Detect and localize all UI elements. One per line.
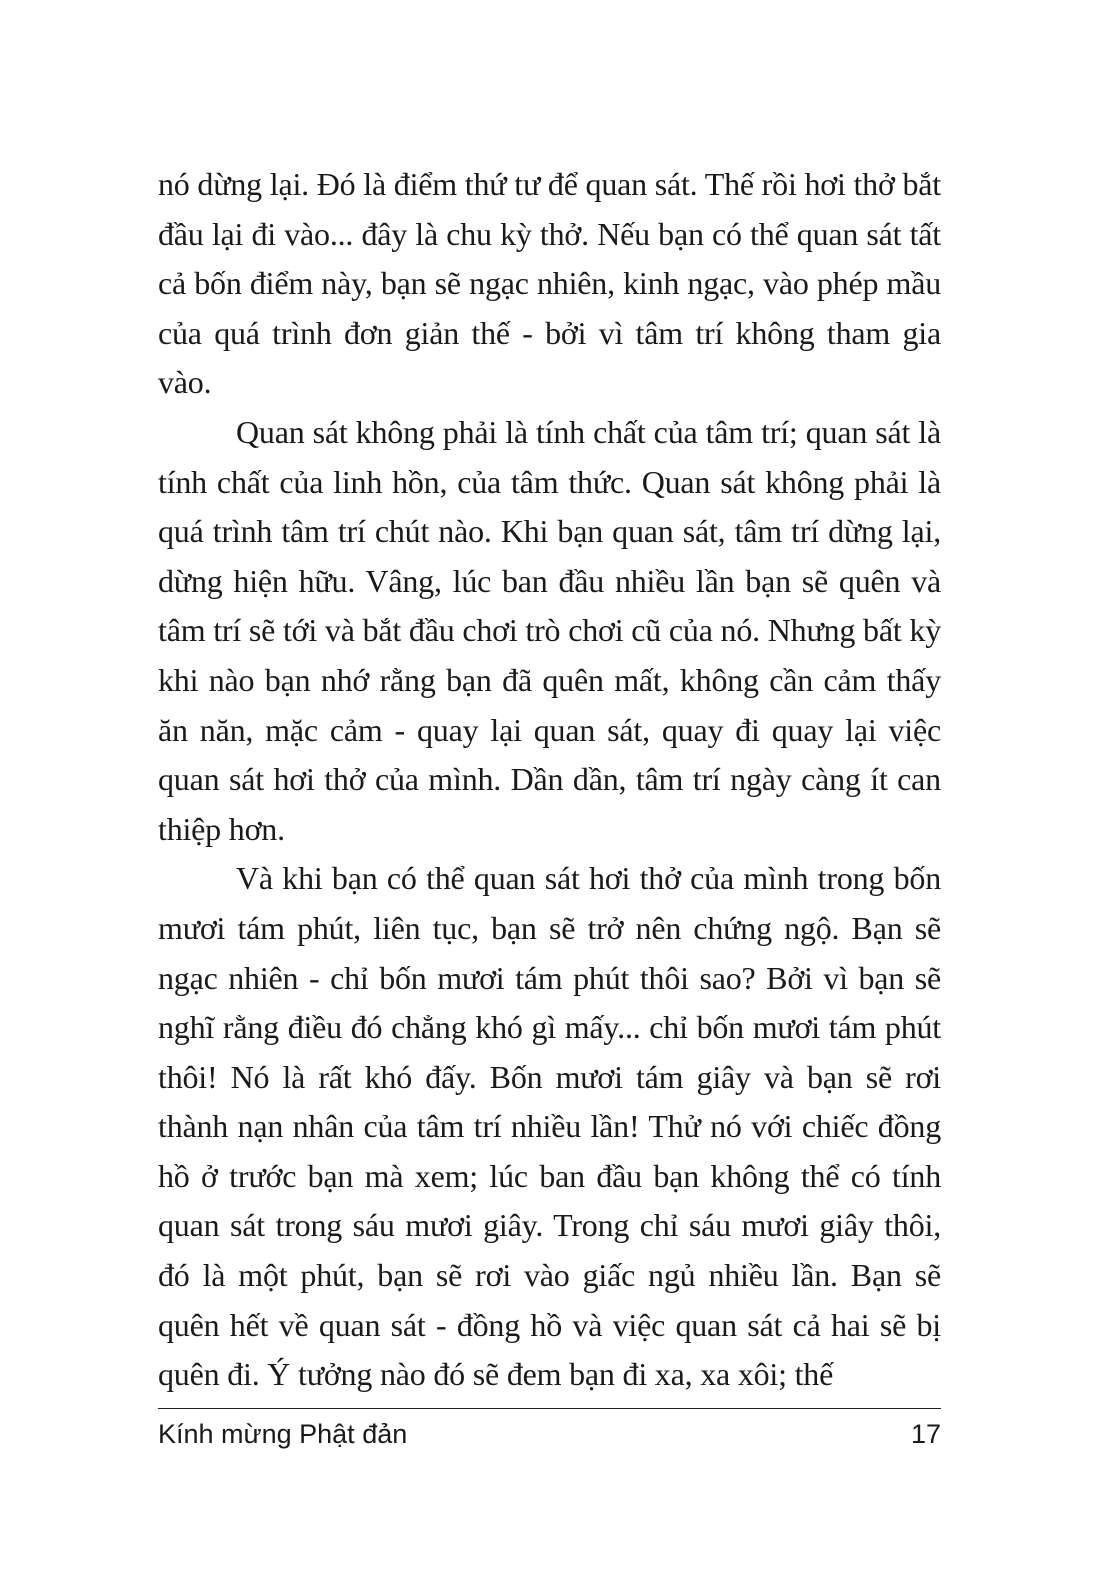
paragraph-2: Quan sát không phải là tính chất của tâm trí; quan sát là tính chất của linh hồn, của tâm thức. Quan sát không phải là quá trình tâm trí chút nào. Khi bạn quan sát, tâm trí dừng lại, dừng hiện hữu. Vâng, lúc ban đầu nhiều lần bạn sẽ quên và tâm trí sẽ tới và bắt đầu chơi trò chơi cũ của nó. Nhưng bất kỳ khi nào bạn nhớ rằng bạn đã quên mất, không cần cảm thấy ăn năn, mặc cảm - quay lại quan sát, quay đi quay lại việc quan sát hơi thở của mình. Dần dần, tâm trí ngày càng ít can thiệp hơn. — [158, 413, 941, 847]
page-footer — [158, 1419, 941, 1459]
page-number: 17 — [910, 1419, 941, 1449]
paragraph-1: nó dừng lại. Đó là điểm thứ tư để quan sát. Thế rồi hơi thở bắt đầu lại đi vào... đây là chu kỳ thở. Nếu bạn có thể quan sát tất cả bốn điểm này, bạn sẽ ngạc nhiên, kinh ngạc, vào phép mầu của quá trình đơn giản thế - bởi vì tâm trí không tham gia vào. — [158, 166, 941, 401]
page-body — [158, 160, 941, 1400]
footer-book-title: Kính mừng Phật đản — [158, 1419, 408, 1449]
footer-divider — [158, 1408, 941, 1409]
paragraph-3: Và khi bạn có thể quan sát hơi thở của mình trong bốn mươi tám phút, liên tục, bạn sẽ trở nên chứng ngộ. Bạn sẽ ngạc nhiên - chỉ bốn mươi tám phút thôi sao? Bởi vì bạn sẽ nghĩ rằng điều đó chẳng khó gì mấy... chỉ bốn mươi tám phút thôi! Nó là rất khó đấy. Bốn mươi tám giây và bạn sẽ rơi thành nạn nhân của tâm trí nhiều lần! Thử nó với chiếc đồng hồ ở trước bạn mà xem; lúc ban đầu bạn không thể có tính quan sát trong sáu mươi giây. Trong chỉ sáu mươi giây thôi, đó là một phút, bạn sẽ rơi vào giấc ngủ nhiều lần. Bạn sẽ quên hết về quan sát - đồng hồ và việc quan sát cả hai sẽ bị quên đi. Ý tưởng nào đó sẽ đem bạn đi xa, xa xôi; thế — [158, 860, 941, 1393]
